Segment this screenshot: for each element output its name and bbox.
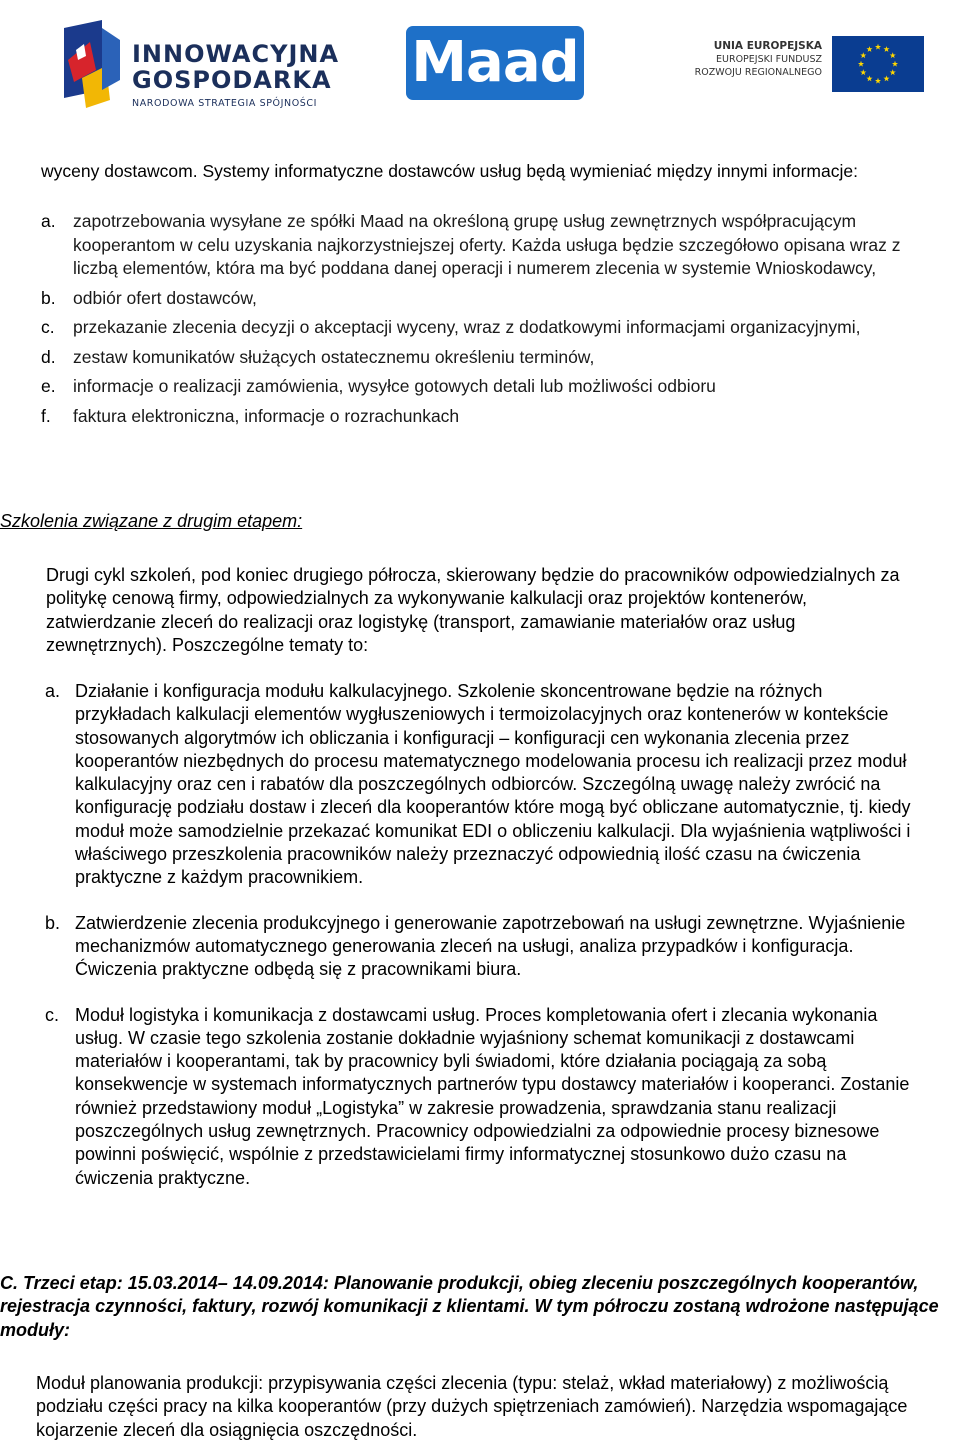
list-marker: c. (45, 1004, 60, 1025)
eu-line2: EUROPEJSKI FUNDUSZ (716, 54, 822, 65)
eu-line3: ROZWOJU REGIONALNEGO (694, 67, 822, 78)
list-item-text: przekazanie zlecenia decyzji o akceptacji wyceny, wraz z dodatkowymi informacjami organizacyjnymi, (73, 317, 861, 337)
list-item-text: informacje o realizacji zamówienia, wysyłce gotowych detali lub możliwości odbioru (73, 376, 716, 396)
list-item (45, 912, 915, 982)
section-heading: Szkolenia związane z drugim etapem: (0, 511, 303, 531)
list-item-text: Moduł logistyka i komunikacja z dostawcami usług. Proces kompletowania ofert i zlecania wykonania usług. W czasie tego szkolenia zostanie dokładnie wyjaśniony schemat komunikacji z dostawcami materiałów i kooperantami, tak by pracownicy byli świadomi, które działania pociągają za sobą konsekwencje w systemach informatycznych partnerów typu dostawcy materiałów i kooperanci. Zostanie również przedstawiony moduł „Logistyka” w zakresie prowadzenia, sprawdzania stanu realizacji poszczególnych usług zewnętrznych. Pracownicy odpowiedzialni za odpowiednie procesy biznesowe powinni poświęcić, wspólnie z przedstawicielami firmy informatycznej stosunkowo dużo czasu na ćwiczenia praktyczne. (75, 1004, 910, 1188)
list-marker: d. (41, 346, 56, 367)
list-marker: f. (41, 405, 51, 426)
module-paragraph: Moduł planowania produkcji: przypisywania części zlecenia (typu: stelaż, wkład materiałowy) z możliwością podziału części pracy na kilka kooperantów (przy dużych spiętrzeniach zamówień). Narzędzia wspomagające kojarzenie zleceń dla osiągnięcia oszczędności. (36, 1373, 908, 1440)
list-item (41, 375, 931, 399)
stage3-heading: C. Trzeci etap: 15.03.2014– 14.09.2014: Planowanie produkcji, obieg zleceniu poszczególnych kooperantów, rejestracja czynności, faktury, rozwój komunikacji z klientami. W tym półroczu zostaną wdrożone następujące moduły: (0, 1273, 939, 1340)
header-logos (0, 0, 960, 120)
eu-flag-icon (832, 36, 924, 92)
list-marker: a. (41, 211, 56, 231)
training-topics-list (45, 680, 915, 1212)
list-item (41, 210, 931, 281)
list-item-text: odbiór ofert dostawców, (73, 287, 257, 308)
list-marker: b. (45, 912, 61, 933)
list-marker: c. (41, 317, 55, 337)
list-marker: a. (45, 681, 61, 701)
list-item (41, 346, 931, 370)
list-item (41, 405, 931, 429)
list-item-text: Zatwierdzenie zlecenia produkcyjnego i generowanie zapotrzebowań na usługi zewnętrzne. Wyjaśnienie mechanizmów automatycznego generowania zleceń na usługi, analiza przypadków i konfiguracja. Ćwiczenia praktyczne odbędą się z pracownikami biura. (75, 912, 906, 980)
list-marker: e. (41, 376, 56, 396)
innowacyjna-gospodarka-emblem-icon (62, 20, 124, 108)
exchanged-information-list (41, 210, 931, 434)
list-item-text: faktura elektroniczna, informacje o rozrachunkach (73, 405, 460, 426)
eu-line1: UNIA EUROPEJSKA (713, 40, 822, 52)
list-item (45, 1004, 915, 1190)
logo-ig-line3: NARODOWA STRATEGIA SPÓJNOŚCI (132, 98, 318, 109)
list-item (41, 316, 931, 340)
innowacyjna-gospodarka-logo (62, 20, 352, 110)
maad-logo: Maad (406, 26, 584, 100)
intro-paragraph: wyceny dostawcom. Systemy informatyczne dostawców usług będą wymieniać między innymi informacje: (41, 161, 858, 181)
logo-ig-line2: GOSPODARKA (132, 66, 332, 94)
list-item (45, 680, 915, 890)
list-item-text: Działanie i konfiguracja modułu kalkulacyjnego. Szkolenie skoncentrowane będzie na różnych przykładach kalkulacji elementów wygłuszeniowych i termoizolacyjnych oraz kontenerów w kontekście stosowanych algorytmów ich obliczania i konfiguracji – konfiguracji cen wykonania zlecenia przez kooperantów niezbędnych do procesu matematycznego modelowania procesu ich realizacji przez moduł kalkulacyjny oraz cen i rabatów dla poszczególnych odbiorców. Szczególną uwagę należy zwrócić na konfigurację podziału dostaw i zleceń dla kooperantów które mogą być obliczane automatycznie, tj. kiedy moduł może samodzielnie przekazać komunikat EDI o obliczeniu kalkulacji. Dla wyjaśnienia wątpliwości i właściwego przeszkolenia pracowników należy przeznaczyć odpowiednią ilość czasu na ćwiczenia praktyczne z każdym pracownikiem. (75, 681, 911, 888)
eu-fund-logo (672, 36, 924, 92)
list-item (41, 287, 931, 311)
list-marker: b. (41, 287, 56, 308)
training-paragraph: Drugi cykl szkoleń, pod koniec drugiego półrocza, skierowany będzie do pracowników odpowiedzialnych za politykę cenową firmy, odpowiedzialnych za wykonywanie kalkulacji oraz projektów kontenerów, zatwierdzanie zleceń do realizacji oraz logistykę (transport, zamawianie materiałów oraz usług zewnętrznych). Poszczególne tematy to: (46, 565, 900, 655)
eu-fund-text (695, 40, 822, 79)
list-item-text: zapotrzebowania wysyłane ze spółki Maad na określoną grupę usług zewnętrznych współpracującym kooperantom w celu uzyskania najkorzystniejszej oferty. Każda usługa będzie szczegółowo opisana wraz z liczbą elementów, która ma być poddana danej operacji i numerem zlecenia w systemie Wnioskodawcy, (73, 211, 901, 278)
list-item-text: zestaw komunikatów służących ostatecznemu określeniu terminów, (73, 346, 595, 367)
logo-ig-line1: INNOWACYJNA (132, 40, 340, 68)
